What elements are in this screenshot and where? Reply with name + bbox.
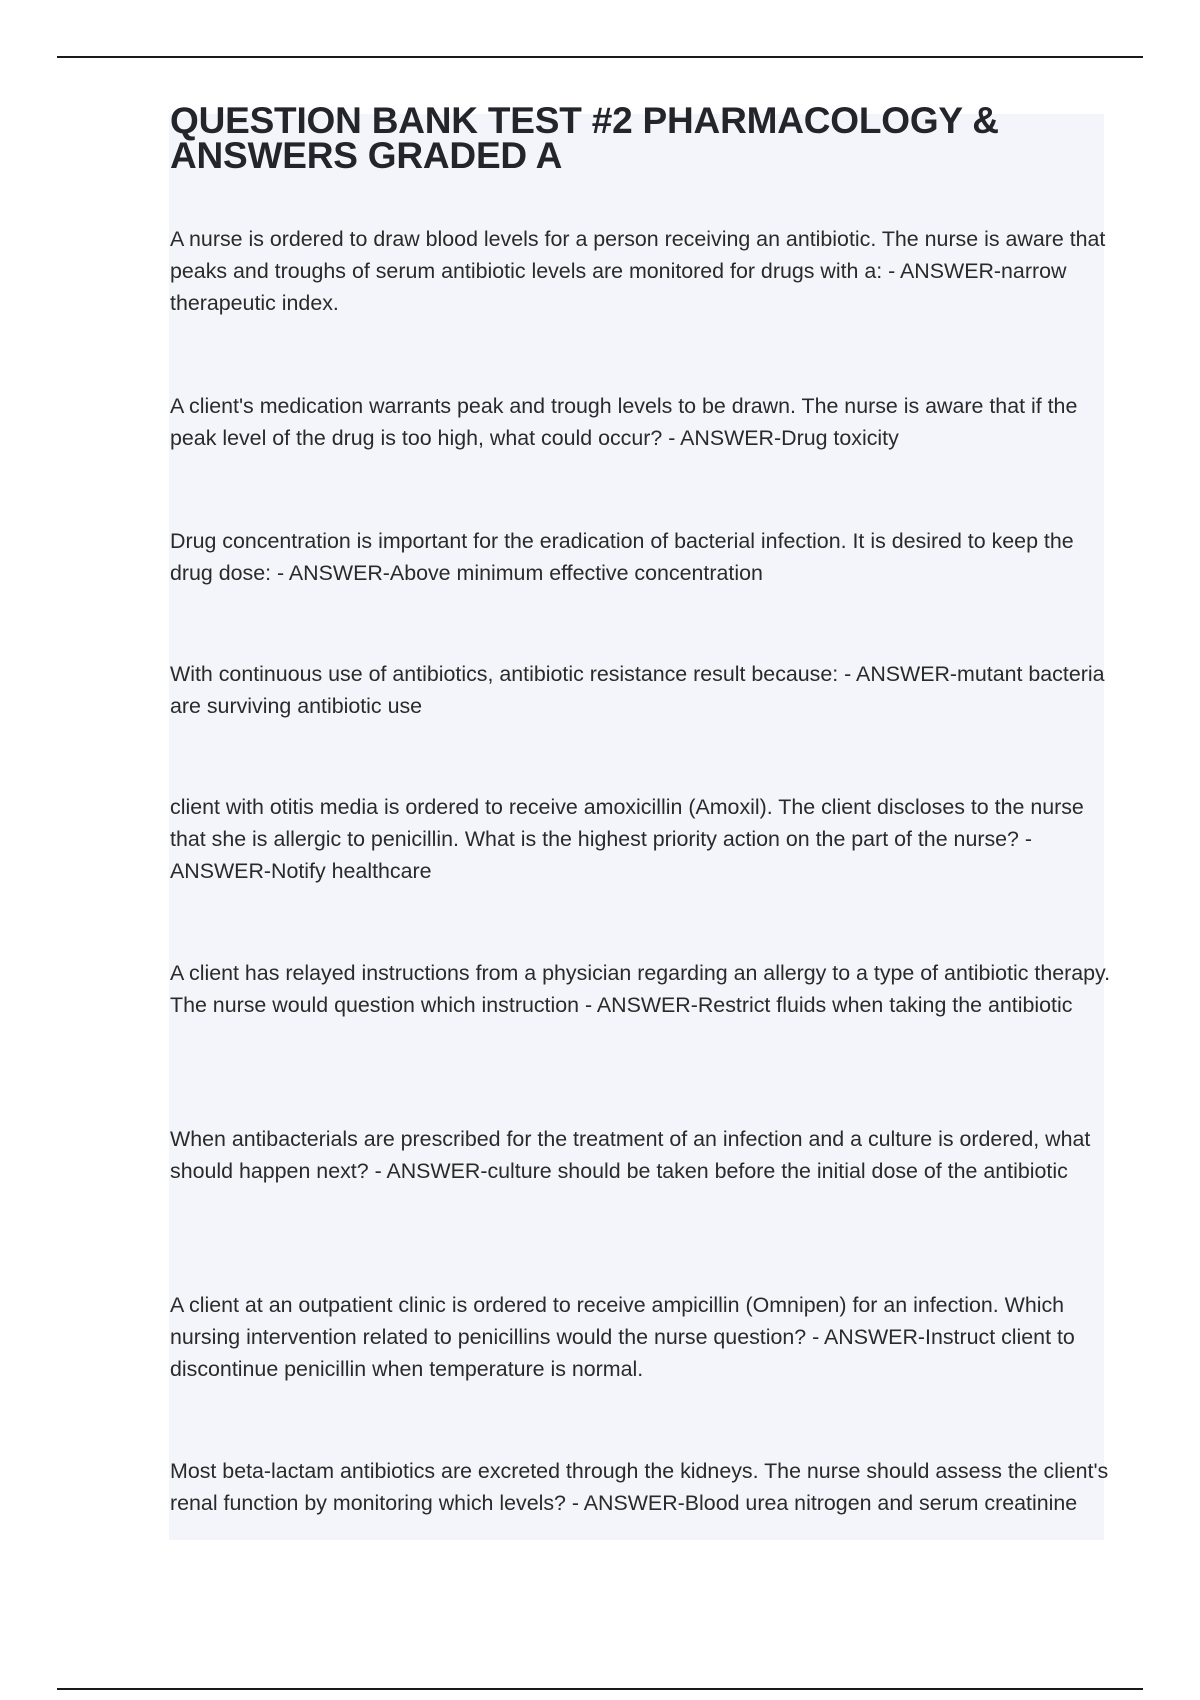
- top-rule: [57, 56, 1143, 58]
- qa-item-3: Drug concentration is important for the eradication of bacterial infection. It is desired to keep the drug dose: - ANSWER-Above minimum effective concentration: [170, 529, 1074, 585]
- qa-item-4: With continuous use of antibiotics, antibiotic resistance result because: - ANSWER-mutant bacteria are surviving antibiotic use: [170, 662, 1105, 718]
- qa-item-7: When antibacterials are prescribed for the treatment of an infection and a culture is ordered, what should happen next? - ANSWER-culture should be taken before the initial dose of the antibiotic: [170, 1127, 1091, 1183]
- qa-item-2: A client's medication warrants peak and trough levels to be drawn. The nurse is aware that if the peak level of the drug is too high, what could occur? - ANSWER-Drug toxicity: [170, 394, 1078, 450]
- qa-item-8: A client at an outpatient clinic is ordered to receive ampicillin (Omnipen) for an infection. Which nursing intervention related to penicillins would the nurse question? - ANSWER-Instruct client to discontinue penicillin when temperature is normal.: [170, 1293, 1075, 1381]
- qa-item-5: client with otitis media is ordered to receive amoxicillin (Amoxil). The client discloses to the nurse that she is allergic to penicillin. What is the highest priority action on the part of the nurse? - ANSWER-Notify healthcare: [170, 795, 1084, 883]
- document-title: QUESTION BANK TEST #2 PHARMACOLOGY & ANSWERS GRADED A: [170, 100, 999, 176]
- qa-item-1: A nurse is ordered to draw blood levels for a person receiving an antibiotic. The nurse is aware that peaks and troughs of serum antibiotic levels are monitored for drugs with a: - ANSWER-narrow therapeutic index.: [170, 227, 1106, 315]
- bottom-rule: [57, 1688, 1143, 1690]
- qa-item-9: Most beta-lactam antibiotics are excreted through the kidneys. The nurse should assess the client's renal function by monitoring which levels? - ANSWER-Blood urea nitrogen and serum creatinine: [170, 1459, 1109, 1515]
- qa-item-6: A client has relayed instructions from a physician regarding an allergy to a type of antibiotic therapy. The nurse would question which instruction - ANSWER-Restrict fluids when taking the antibiotic: [170, 961, 1111, 1017]
